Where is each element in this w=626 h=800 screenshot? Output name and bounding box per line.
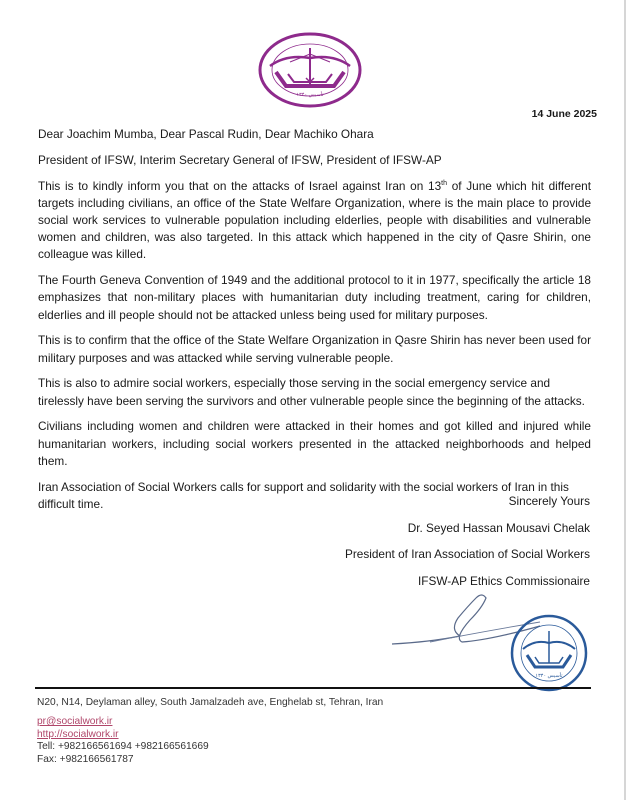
signatory-title-2: IFSW-AP Ethics Commissionaire: [418, 573, 590, 588]
signatory-name: Dr. Seyed Hassan Mousavi Chelak: [407, 520, 590, 535]
paragraph-6: Iran Association of Social Workers calls for support and solidarity with the social workers of Iran in this difficult time.: [38, 479, 569, 511]
website-link[interactable]: http://socialwork.ir: [37, 728, 119, 740]
valediction: Sincerely Yours: [508, 494, 590, 508]
svg-text:تأسیس ۱۳۴۰: تأسیس ۱۳۴۰: [535, 673, 563, 679]
paragraph-3: This is to confirm that the office of the State Welfare Organization in Qasre Shirin has never been used for military purposes and was attacked while serving vulnerable people.: [38, 333, 591, 365]
official-stamp-icon: [509, 613, 589, 693]
svg-text:تأسیس ۱۳۴۰: تأسیس ۱۳۴۰: [296, 92, 324, 98]
email-link[interactable]: pr@socialwork.ir: [37, 716, 113, 727]
paragraph-4: This is also to admire social workers, especially those serving in the social emergency service and tirelessly have been serving the survivors and other vulnerable people since the beginning of the attacks.: [38, 376, 585, 408]
footer-divider: [35, 687, 591, 689]
telephone: Tell: +982166561694 +982166561669: [37, 741, 209, 752]
letter-body: [38, 126, 591, 522]
footer: [37, 697, 383, 766]
closing-block: [345, 494, 590, 600]
address: N20, N14, Deylaman alley, South Jamalzadeh ave, Enghelab st, Tehran, Iran: [37, 697, 384, 708]
association-logo-icon: [256, 32, 364, 108]
paragraph-2: The Fourth Geneva Convention of 1949 and the additional protocol to it in 1977, specifically the article 18 emphasizes that non-military places with humanitarian duty including treatment, caring for children, elderlies and ill people should not be attacked unless being used for military purposes.: [38, 273, 591, 322]
salutation: Dear Joachim Mumba, Dear Pascal Rudin, Dear Machiko Ohara: [38, 127, 374, 141]
signatory-title-1: President of Iran Association of Social Workers: [344, 547, 590, 561]
recipients: President of IFSW, Interim Secretary General of IFSW, President of IFSW-AP: [38, 152, 442, 167]
letter-date: 14 June 2025: [531, 108, 597, 120]
paragraph-1: This is to kindly inform you that on the attacks of Israel against Iran on 13th of June which hit different targets including civilians, an office of the State Welfare Organization, where is the main place to provide social work services to vulnerable population including elderlies, people with disabilities and vulnerable women and children, was also targeted. In this attack which happened in the city of Qasre Shirin, one colleague was killed.: [38, 178, 591, 262]
fax: Fax: +982166561787: [37, 753, 134, 765]
paragraph-5: Civilians including women and children were attacked in their homes and got killed and injured while humanitarian workers, including social workers presented in the attacked neighborhoods and helped them.: [38, 419, 591, 468]
